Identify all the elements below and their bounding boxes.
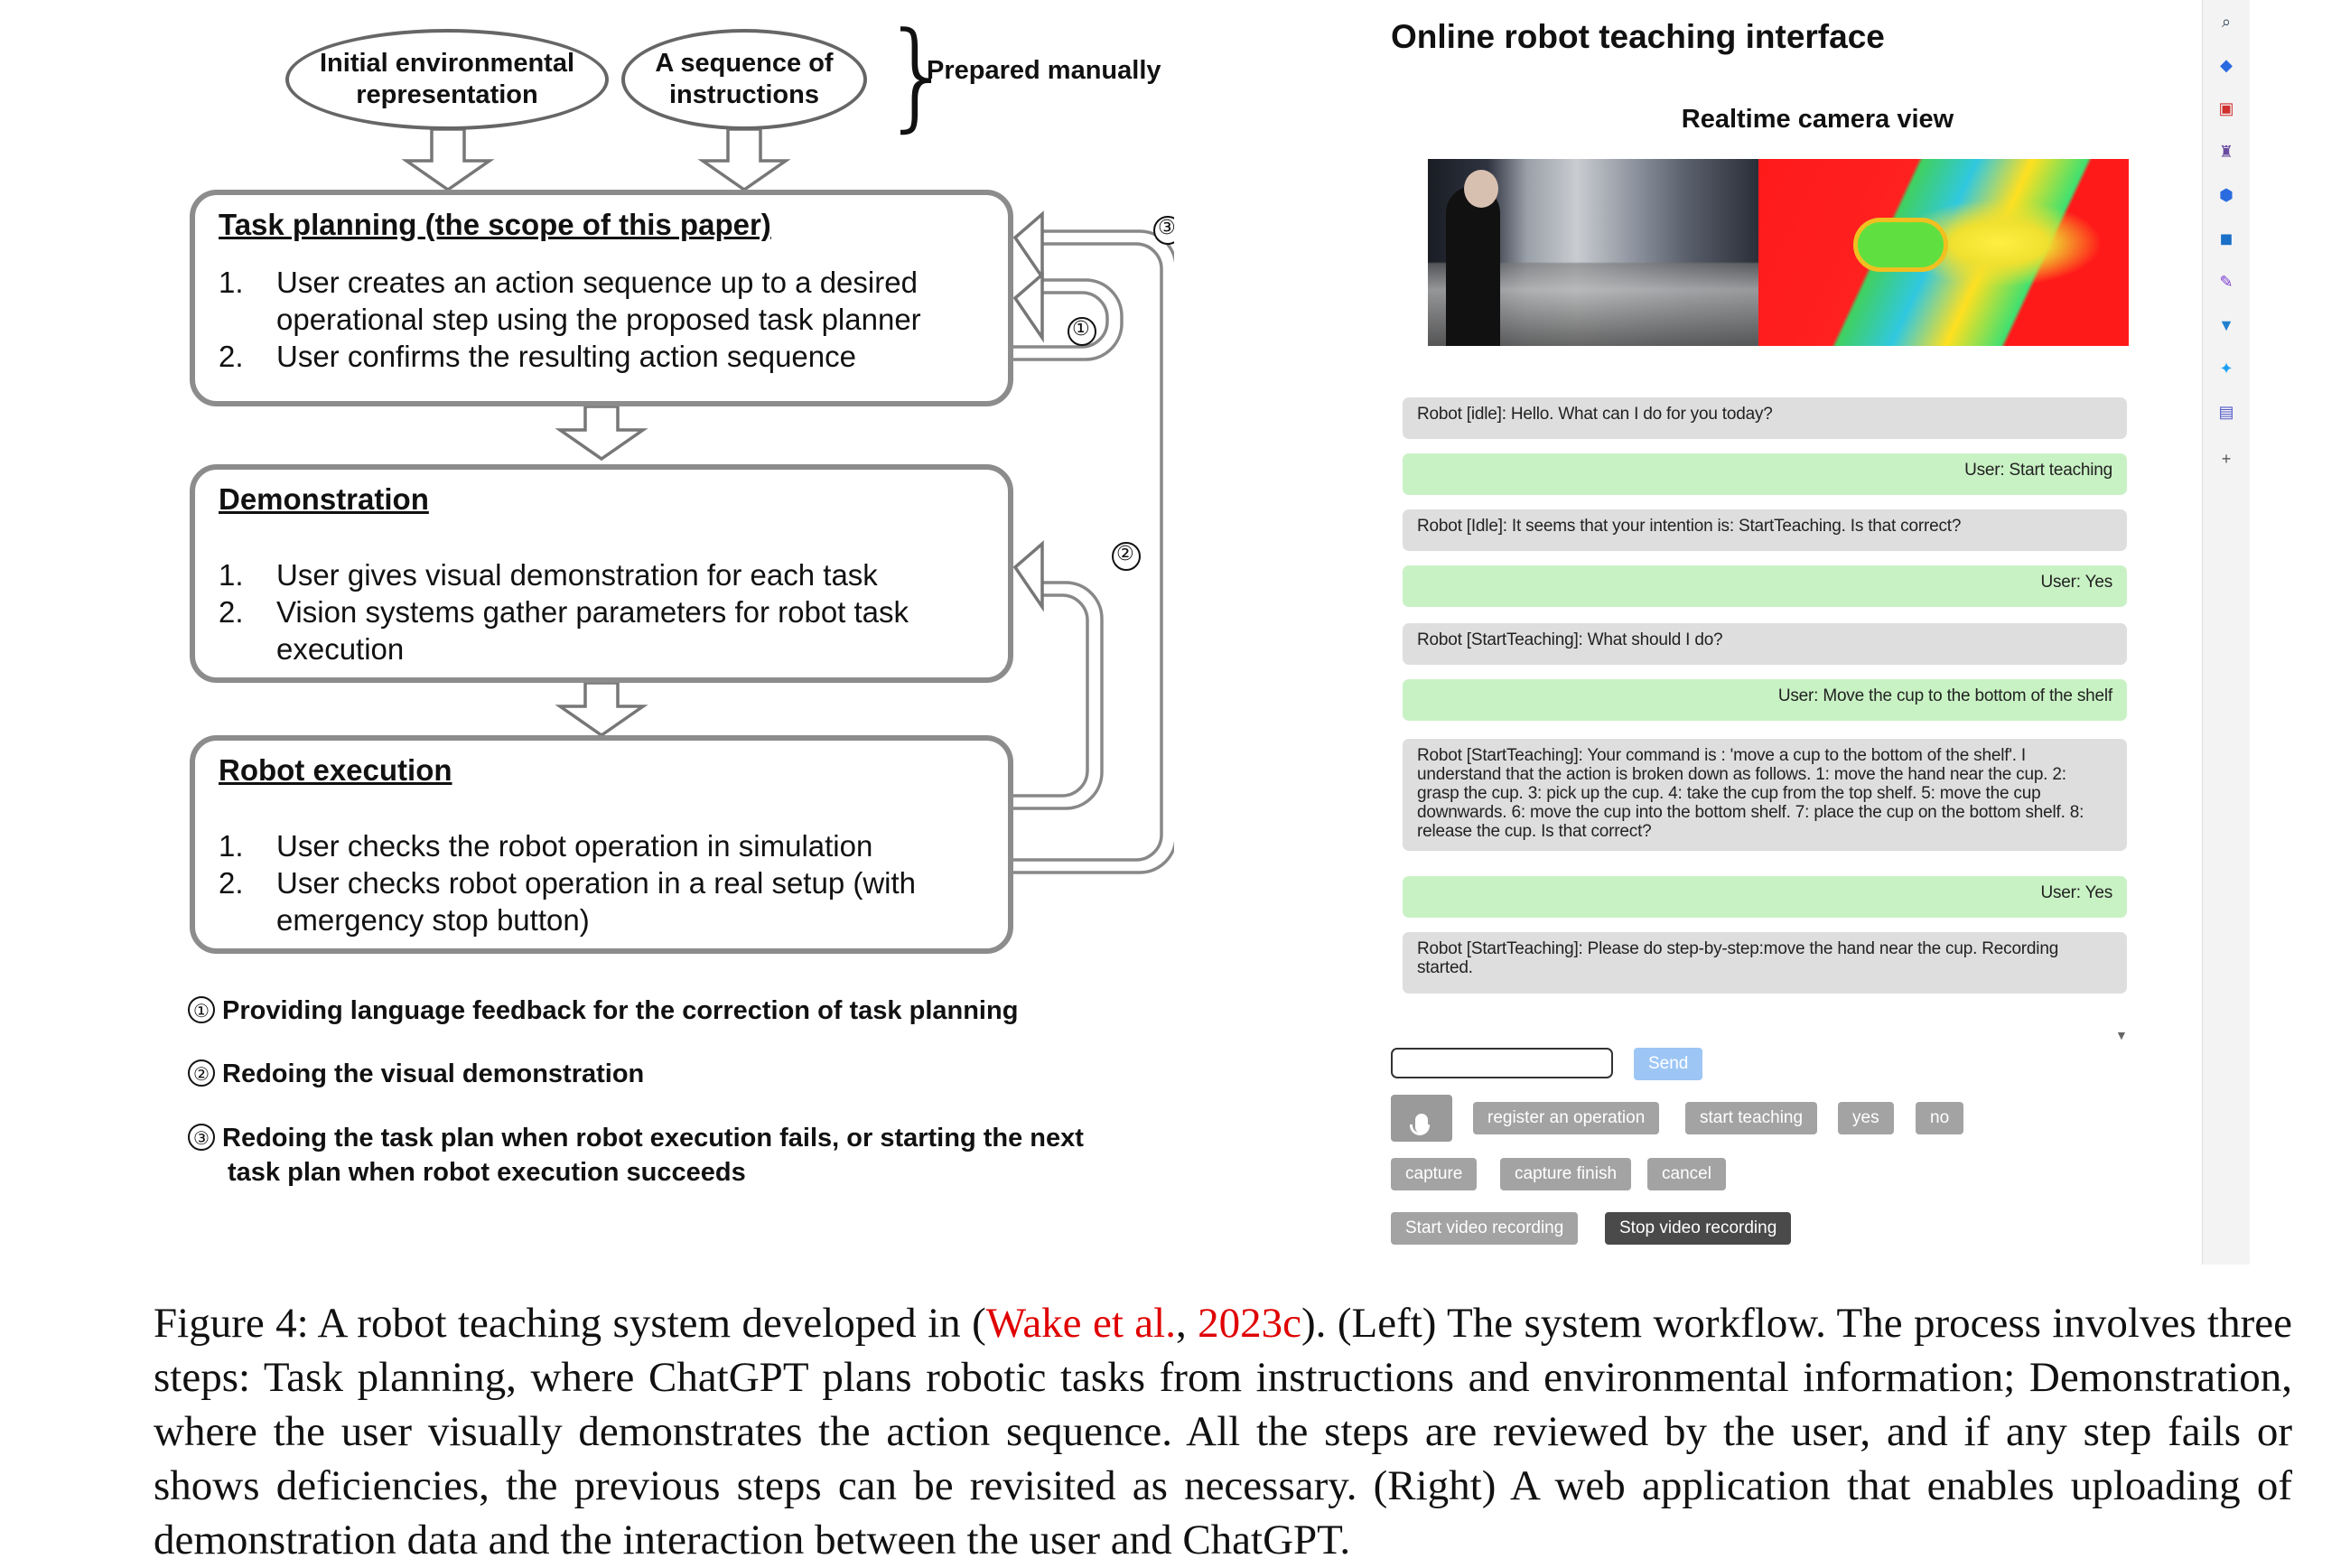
mic-button[interactable] — [1391, 1095, 1452, 1142]
pen-icon[interactable]: ✎ — [2219, 273, 2233, 291]
arrow-input-1 — [406, 129, 490, 190]
loop-3-head — [1015, 214, 1042, 277]
legend-text: Redoing the visual demonstration — [222, 1059, 645, 1088]
stop-video-recording-button[interactable]: Stop video recording — [1605, 1212, 1791, 1245]
teams-icon[interactable]: ▤ — [2218, 403, 2234, 421]
list-item — [219, 864, 984, 938]
demonstration-box — [190, 464, 1013, 683]
list-text: User confirms the resulting action sequence — [276, 340, 856, 373]
list-item — [219, 827, 984, 864]
chess-icon[interactable]: ♜ — [2218, 143, 2234, 161]
caption-text: , — [1175, 1300, 1198, 1347]
outlook-icon[interactable]: ◼ — [2219, 229, 2233, 247]
demonstration-title: Demonstration — [219, 482, 429, 516]
list-num: 1. — [219, 829, 244, 863]
citation-link[interactable]: Wake et al. — [985, 1300, 1176, 1347]
plus-icon[interactable]: + — [2221, 450, 2232, 468]
loop-1-head — [1015, 275, 1042, 338]
chat-log[interactable] — [1403, 397, 2134, 1004]
figure-caption — [154, 1296, 2292, 1567]
demonstration-list — [219, 556, 984, 667]
download-icon[interactable]: ▼ — [2218, 316, 2234, 334]
citation-year-link[interactable]: 2023c — [1198, 1300, 1302, 1347]
brace: } — [881, 6, 956, 144]
list-num: 2. — [219, 595, 244, 629]
caption-text: Figure 4: A robot teaching system developed in ( — [154, 1300, 986, 1347]
list-text: User checks robot operation in a real setup (with emergency stop button) — [276, 866, 917, 937]
loop-mark-3: ③ — [1158, 217, 1176, 239]
chat-input[interactable] — [1391, 1048, 1613, 1078]
legend-text: Providing language feedback for the correction of task planning — [222, 996, 1019, 1025]
list-item — [219, 556, 984, 593]
twitter-icon[interactable]: ✦ — [2219, 359, 2233, 378]
person-figure — [1446, 186, 1500, 346]
robot-execution-box — [190, 735, 1013, 954]
list-item — [219, 593, 984, 667]
task-planning-title: Task planning (the scope of this paper) — [219, 208, 771, 241]
list-num: 2. — [219, 866, 244, 900]
task-planning-list — [219, 264, 984, 375]
start-video-recording-button[interactable]: Start video recording — [1391, 1212, 1578, 1245]
loop-2-head — [1015, 544, 1042, 607]
loop-2-inner — [1013, 595, 1087, 796]
arrow-input-2 — [703, 129, 786, 190]
search-icon[interactable]: ⌕ — [2221, 13, 2232, 31]
camera-view-title: Realtime camera view — [1681, 105, 1954, 134]
prepared-manually-label: Prepared manually — [927, 56, 1161, 85]
list-num: 1. — [219, 266, 244, 299]
robot-execution-title: Robot execution — [219, 753, 452, 787]
input-line: A sequence of — [655, 49, 834, 78]
list-item — [219, 264, 984, 338]
chat-message-robot: Robot [idle]: Hello. What can I do for you today? — [1403, 397, 2127, 439]
legend-text: Redoing the task plan when robot execution fails, or starting the next — [222, 1124, 1084, 1153]
chat-message-robot: Robot [Idle]: It seems that your intention is: StartTeaching. Is that correct? — [1403, 509, 2127, 551]
legend-mark: ③ — [188, 1124, 215, 1151]
yes-button[interactable]: yes — [1838, 1102, 1894, 1134]
chat-message-user: User: Start teaching — [1403, 453, 2127, 495]
tag-icon[interactable]: ◆ — [2220, 56, 2233, 74]
interface-title: Online robot teaching interface — [1391, 18, 1885, 55]
loop-mark-2: ② — [1116, 543, 1134, 565]
arrow-plan-demo — [560, 406, 643, 459]
list-text: User gives visual demonstration for each task — [276, 558, 878, 592]
legend-item-1 — [188, 994, 1018, 1028]
depth-arm-shape — [1853, 218, 1948, 272]
list-num: 2. — [219, 340, 244, 373]
legend-mark: ② — [188, 1059, 215, 1087]
input-line: representation — [356, 80, 538, 109]
legend-item-3 — [188, 1121, 1084, 1190]
browser-sidebar — [2202, 0, 2250, 1265]
input-line: Initial environmental — [320, 49, 574, 78]
camera-view-rgb — [1428, 159, 1758, 346]
robot-execution-list — [219, 827, 984, 938]
chat-message-robot: Robot [StartTeaching]: Your command is : 'move a cup to the bottom of the shelf'. I understand that the action is broken down as follows. 1: move the hand near the cup. 2: grasp the cup. 3: pick up the cup. 4: take the cup from the top shelf. 5: move the cup downwards. 6: move the cup into the bottom shelf. 7: place the cup on the bottom shelf. 8: release the cup. Is that correct? — [1403, 739, 2127, 851]
list-text: Vision systems gather parameters for robot task execution — [276, 595, 909, 666]
no-button[interactable]: no — [1916, 1102, 1963, 1134]
loop-mark-1: ① — [1072, 318, 1090, 341]
chat-message-robot: Robot [StartTeaching]: What should I do? — [1403, 623, 2127, 665]
arrow-demo-exec — [560, 683, 643, 735]
workflow-diagram — [0, 0, 1174, 1246]
briefcase-icon[interactable]: ▣ — [2218, 99, 2234, 117]
cancel-button[interactable]: cancel — [1647, 1158, 1726, 1190]
chat-scroll-down-icon[interactable]: ▼ — [2115, 1028, 2128, 1042]
chat-message-user: User: Move the cup to the bottom of the shelf — [1403, 679, 2127, 721]
legend-item-2 — [188, 1057, 644, 1091]
input-ellipse-instructions — [621, 29, 867, 130]
register-operation-button[interactable]: register an operation — [1473, 1102, 1659, 1134]
legend-text: task plan when robot execution succeeds — [228, 1158, 746, 1187]
input-ellipse-environment — [285, 29, 609, 130]
start-teaching-button[interactable]: start teaching — [1685, 1102, 1817, 1134]
list-text: User checks the robot operation in simulation — [276, 829, 873, 863]
capture-button[interactable]: capture — [1391, 1158, 1477, 1190]
task-planning-box — [190, 190, 1013, 406]
list-num: 1. — [219, 558, 244, 592]
hex-icon[interactable]: ⬢ — [2219, 186, 2233, 204]
microphone-icon — [1415, 1114, 1428, 1134]
input-line: instructions — [669, 80, 819, 109]
list-item — [219, 338, 984, 375]
chat-message-robot: Robot [StartTeaching]: Please do step-by-step:move the hand near the cup. Recording started. — [1403, 932, 2127, 994]
list-text: User creates an action sequence up to a desired operational step using the proposed task planner — [276, 266, 921, 336]
legend-mark: ① — [188, 996, 215, 1023]
caption-text: ). (Left) The system workflow. The process involves three steps: Task planning, where ChatGPT plans robotic tasks from instructions and environmental information; Demonstration, where the user visually demonstrates the action sequence. All the steps are reviewed by the user, and if any step fails or shows deficiencies, the previous steps can be revisited as necessary. (Right) A web application that enables uploading of demonstration data and the interaction between the user and ChatGPT. — [154, 1300, 2292, 1563]
camera-view-depth — [1758, 159, 2129, 346]
send-button[interactable]: Send — [1634, 1048, 1702, 1080]
chat-message-user: User: Yes — [1403, 876, 2127, 918]
capture-finish-button[interactable]: capture finish — [1500, 1158, 1631, 1190]
person-head — [1464, 170, 1498, 208]
chat-message-user: User: Yes — [1403, 565, 2127, 607]
